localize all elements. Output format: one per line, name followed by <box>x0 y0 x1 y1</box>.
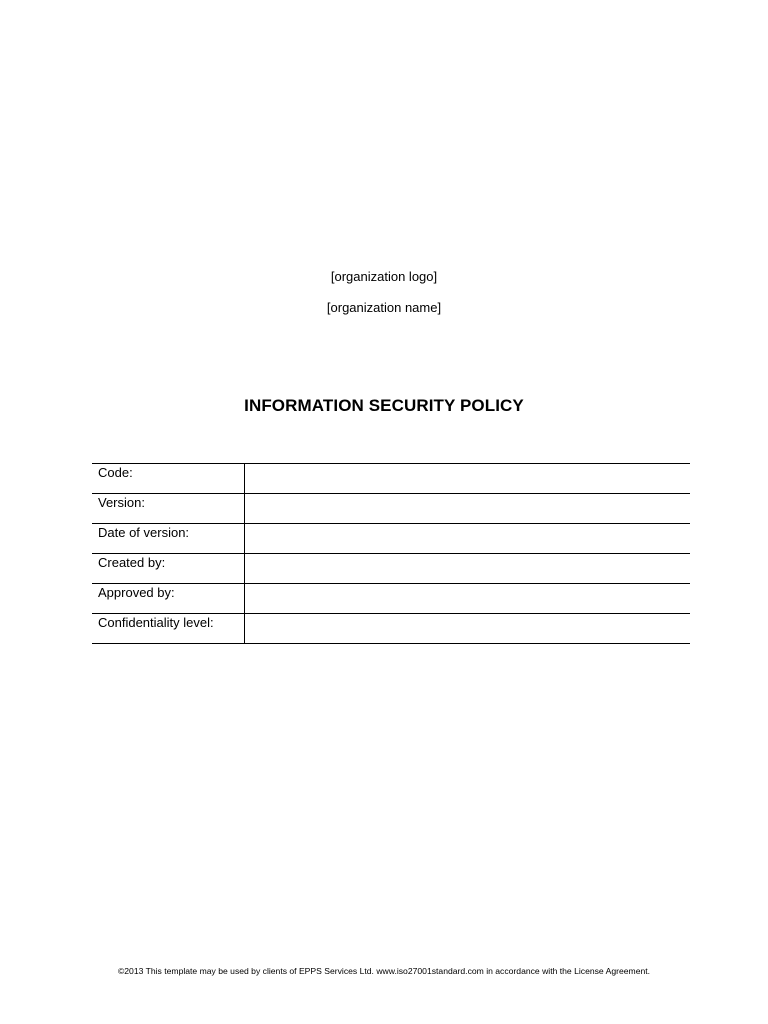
created-by-value <box>244 554 690 584</box>
table-row-date-of-version <box>92 524 690 554</box>
confidentiality-level-value <box>244 614 690 644</box>
created-by-label: Created by: <box>92 554 244 584</box>
version-label: Version: <box>92 494 244 524</box>
version-value <box>244 494 690 524</box>
copyright-footer: ©2013 This template may be used by clients of EPPS Services Ltd. www.iso27001standard.com in accordance with the License Agreement. <box>117 966 651 976</box>
document-info-table <box>92 463 690 644</box>
code-label: Code: <box>92 464 244 494</box>
table-row-code <box>92 464 690 494</box>
table-row-version <box>92 494 690 524</box>
date-of-version-label: Date of version: <box>92 524 244 554</box>
confidentiality-level-label: Confidentiality level: <box>92 614 244 644</box>
organization-name-placeholder: [organization name] <box>326 300 442 315</box>
organization-logo-placeholder: [organization logo] <box>330 269 438 284</box>
date-of-version-value <box>244 524 690 554</box>
table-row-confidentiality-level <box>92 614 690 644</box>
code-value <box>244 464 690 494</box>
table-row-created-by <box>92 554 690 584</box>
approved-by-label: Approved by: <box>92 584 244 614</box>
document-title: INFORMATION SECURITY POLICY <box>244 396 524 415</box>
table-row-approved-by <box>92 584 690 614</box>
approved-by-value <box>244 584 690 614</box>
